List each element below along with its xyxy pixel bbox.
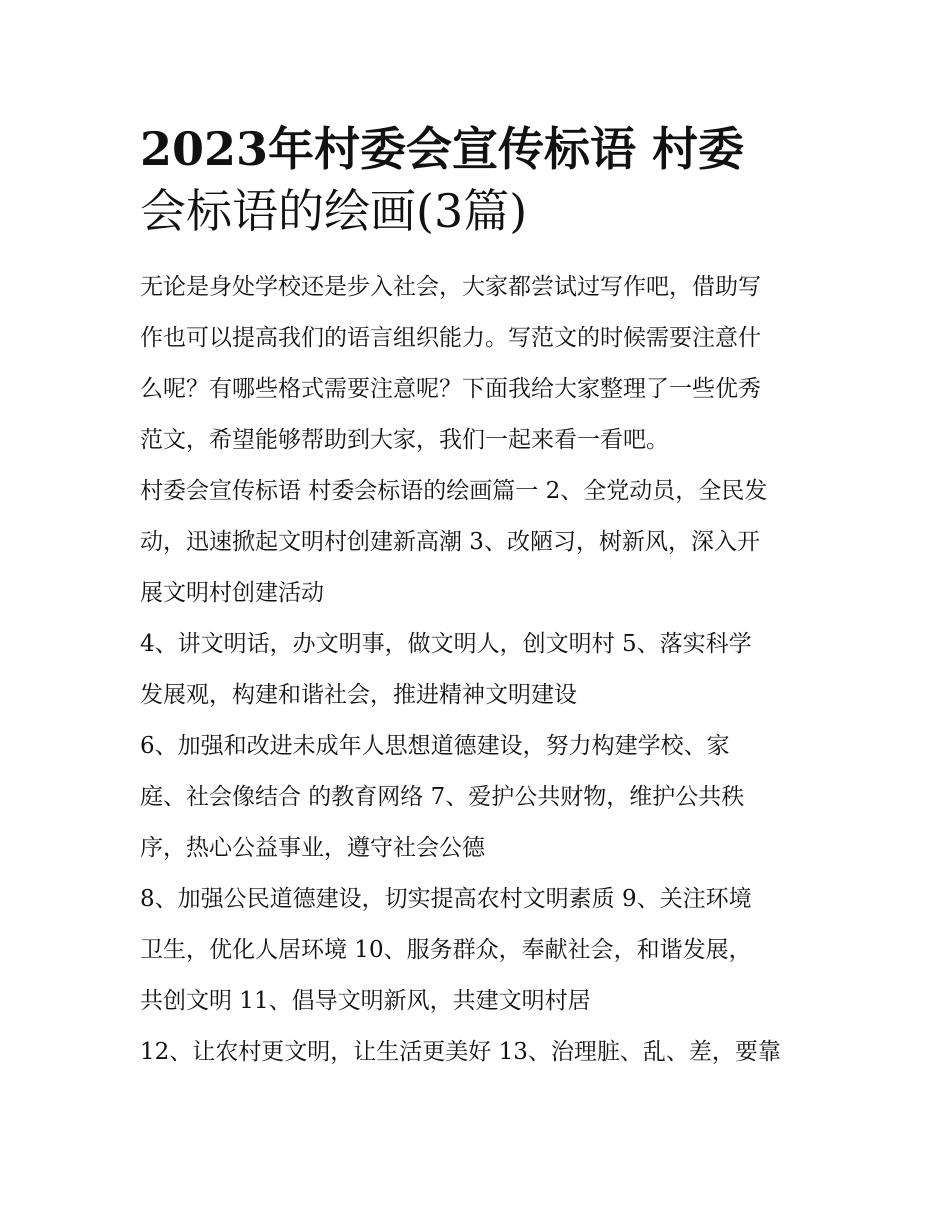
text-line: 么呢？有哪些格式需要注意呢？下面我给大家整理了一些优秀 [140, 376, 761, 402]
slogan-paragraph-4 [140, 874, 820, 1027]
slogan-paragraph-2 [140, 619, 820, 721]
text-line: 无论是身处学校还是步入社会，大家都尝试过写作吧，借助写 [140, 274, 761, 300]
text-line: 村委会宣传标语 村委会标语的绘画篇一 2、全党动员，全民发 [140, 478, 768, 504]
text-line: 范文，希望能够帮助到大家，我们一起来看一看吧。 [140, 427, 669, 453]
slogan-paragraph-1 [140, 466, 820, 619]
text-line: 共创文明 11、倡导文明新风，共建文明村居 [140, 988, 591, 1014]
title-line-1: 2023年村委会宣传标语 村委 [140, 122, 745, 176]
text-line: 发展观，构建和谐社会，推进精神文明建设 [140, 682, 577, 708]
text-line: 4、讲文明话，办文明事，做文明人，创文明村 5、落实科学 [140, 631, 752, 657]
text-line: 作也可以提高我们的语言组织能力。写范文的时候需要注意什 [140, 325, 761, 351]
document-page [140, 118, 820, 1078]
text-line: 6、加强和改进未成年人思想道德建设，努力构建学校、家 [140, 733, 730, 759]
slogan-paragraph-3 [140, 721, 820, 874]
document-title [140, 118, 820, 242]
slogan-paragraph-5 [140, 1027, 820, 1078]
text-line: 12、让农村更文明，让生活更美好 13、治理脏、乱、差，要靠 [140, 1039, 781, 1065]
text-line: 展文明村创建活动 [140, 580, 324, 606]
text-line: 8、加强公民道德建设，切实提高农村文明素质 9、关注环境 [140, 886, 752, 912]
intro-paragraph [140, 262, 820, 466]
text-line: 庭、社会像结合 的教育网络 7、爱护公共财物，维护公共秩 [140, 784, 745, 810]
title-line-2: 会标语的绘画(3篇) [140, 184, 528, 238]
text-line: 卫生，优化人居环境 10、服务群众，奉献社会，和谐发展， [140, 937, 752, 963]
text-line: 动，迅速掀起文明村创建新高潮 3、改陋习，树新风，深入开 [140, 529, 760, 555]
text-line: 序，热心公益事业，遵守社会公德 [140, 835, 485, 861]
